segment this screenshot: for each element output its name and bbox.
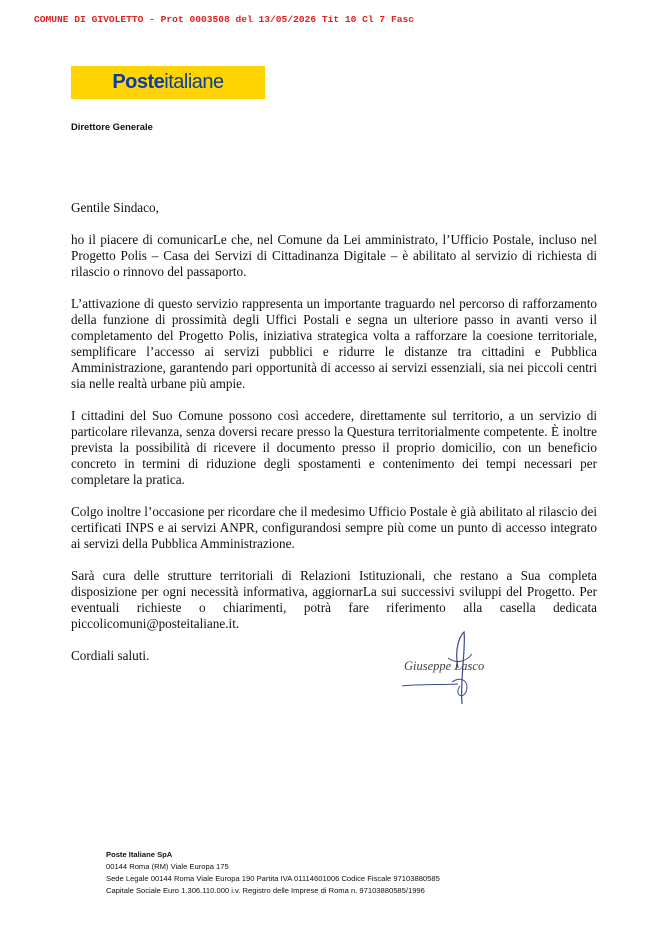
handwritten-signature [400, 628, 510, 712]
logo-text-bold: Poste [112, 71, 165, 93]
protocol-stamp: COMUNE DI GIVOLETTO - Prot 0003508 del 13/05/2026 Tit 10 Cl 7 Fasc [34, 14, 414, 25]
footer [106, 849, 440, 897]
salutation: Gentile Sindaco, [71, 200, 159, 215]
footer-company: Poste Italiane SpA [106, 850, 173, 859]
closing: Cordiali saluti. [71, 648, 150, 663]
paragraph-4: Colgo inoltre l’occasione per ricordare che il medesimo Ufficio Postale è già abilitato al rilascio dei certificati INPS e ai servizi ANPR, configurandosi sempre più come un punto di accesso integrato ai servizi della Pubblica Amministrazione. [71, 504, 597, 551]
paragraph-1: ho il piacere di comunicarLe che, nel Comune da Lei amministrato, l’Ufficio Postale, incluso nel Progetto Polis – Casa dei Servizi di Cittadinanza Digitale – è abilitato al servizio di richiesta di rilascio o rinnovo del passaporto. [71, 232, 597, 279]
logo-text-regular: italiane [164, 71, 224, 93]
footer-legal-seat: Sede Legale 00144 Roma Viale Europa 190 Partita IVA 01114601006 Codice Fiscale 97103880585 [106, 874, 440, 883]
letter-body [71, 200, 597, 680]
signature-name: Giuseppe Lasco [404, 659, 485, 673]
sender-department: Direttore Generale [71, 121, 153, 132]
paragraph-5: Sarà cura delle strutture territoriali di Relazioni Istituzionali, che restano a Sua completa disposizione per ogni necessità informativa, aggiornarLa sui successivi sviluppi del Progetto. Per eventuali richieste o chiarimenti, potrà fare riferimento alla casella dedicata piccolicomuni@posteitaliane.it. [71, 568, 597, 631]
paragraph-2: L’attivazione di questo servizio rappresenta un importante traguardo nel percorso di rafforzamento della funzione di prossimità degli Uffici Postali e segna un ulteriore passo in avanti verso il completamento del Progetto Polis, iniziativa strategica volta a rafforzare la coesione territoriale, semplificare l’accesso ai servizi pubblici e ridurre le distanze tra cittadini e Pubblica Amministrazione, garantendo pari opportunità di accesso ai servizi essenziali, sia nei piccoli centri sia nelle realtà urbane più ampie. [71, 296, 597, 391]
footer-address: 00144 Roma (RM) Viale Europa 175 [106, 862, 229, 871]
poste-italiane-logo [71, 66, 265, 99]
paragraph-3: I cittadini del Suo Comune possono così accedere, direttamente sul territorio, a un servizio di particolare rilevanza, senza doversi recare presso la Questura territorialmente competente. È inoltre prevista la possibilità di ricevere il documento presso il proprio domicilio, con un beneficio concreto in termini di riduzione degli spostamenti e contenimento dei tempi necessari per completare la pratica. [71, 408, 597, 487]
footer-capital: Capitale Sociale Euro 1.306.110.000 i.v. Registro delle Imprese di Roma n. 97103880585/1996 [106, 886, 425, 895]
